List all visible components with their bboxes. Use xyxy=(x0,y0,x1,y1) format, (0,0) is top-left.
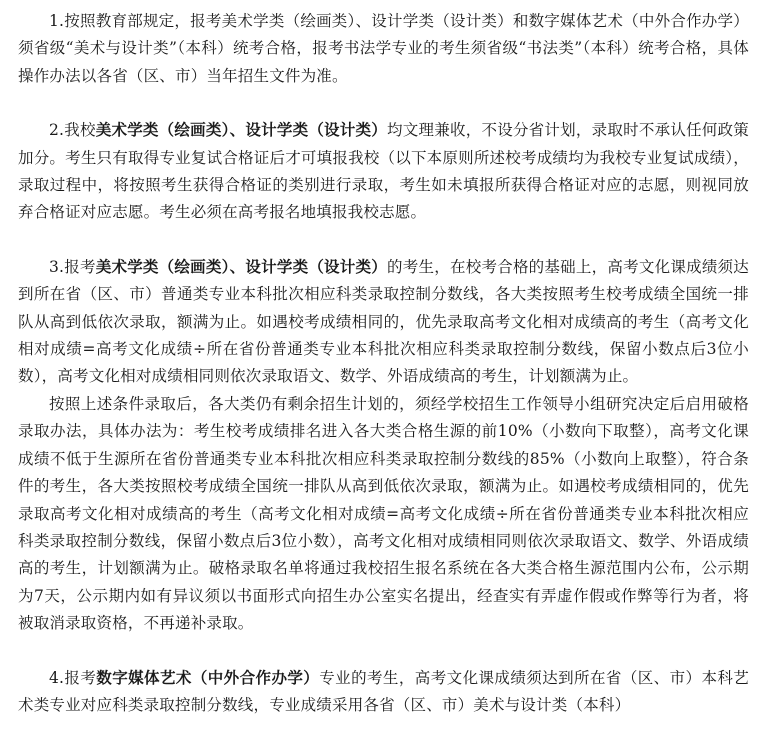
paragraph-1-text: 1.按照教育部规定，报考美术学类（绘画类）、设计学类（设计类）和数字媒体艺术（中外合作办学）须省级“美术与设计类”（本科）统考合格，报考书法学专业的考生须省级“书法类”（本科）统考合格，具体操作办法以各省（区、市）当年招生文件为准。 xyxy=(18,12,749,85)
paragraph-3-lead: 3.报考 xyxy=(49,257,96,276)
paragraph-gap xyxy=(18,227,749,253)
paragraph-4-body: 专业的考生，高考文化课成绩须达到所在省（区、市）本科艺术类专业对应科类录取控制分数线，专业成绩采用各省（区、市）美术与设计类（本科） xyxy=(18,668,749,714)
paragraph-2-bold-majors: 美术学类（绘画类）、设计学类（设计类） xyxy=(95,120,388,140)
paragraph-3-continued xyxy=(18,391,749,638)
paragraph-2 xyxy=(18,116,749,227)
paragraph-1 xyxy=(18,8,749,90)
paragraph-gap xyxy=(18,638,749,664)
paragraph-gap xyxy=(18,90,749,116)
paragraph-2-body: 均文理兼收，不设分省计划，录取时不承认任何政策加分。考生只有取得专业复试合格证后才可填报我校（以下本原则所述校考成绩均为我校专业复试成绩），录取过程中，将按照考生获得合格证的类别进行录取，考生如未填报所获得合格证对应的志愿，则视同放弃合格证对应志愿。考生必须在高考报名地填报我校志愿。 xyxy=(18,121,750,222)
paragraph-3 xyxy=(18,253,749,391)
paragraph-3-bold-majors: 美术学类（绘画类）、设计学类（设计类） xyxy=(95,256,388,276)
paragraph-4-lead: 4.报考 xyxy=(49,668,97,687)
paragraph-3-continued-text: 按照上述条件录取后，各大类仍有剩余招生计划的，须经学校招生工作领导小组研究决定后启用破格录取办法，具体办法为：考生校考成绩排名进入各大类合格生源的前10%（小数向下取整），高考文化课成绩不低于生源所在省份普通类专业本科批次相应科类录取控制分数线的85%（小数向上取整），符合条件的考生，各大类按照校考成绩全国统一排队从高到低依次录取，额满为止。如遇校考成绩相同的，优先录取高考文化相对成绩高的考生（高考文化相对成绩=高考文化成绩÷所在省份普通类专业本科批次相应科类录取控制分数线，保留小数点后3位小数），高考文化相对成绩相同则依次录取语文、数学、外语成绩高的考生，计划额满为止。破格录取名单将通过我校招生报名系统在各大类合格生源范围内公布，公示期为7天，公示期内如有异议须以书面形式向招生办公室实名提出，经查实有弄虚作假或作弊等行为者，将被取消录取资格，不再递补录取。 xyxy=(18,394,749,633)
paragraph-3-body: 的考生，在校考合格的基础上，高考文化课成绩须达到所在省（区、市）普通类专业本科批次相应科类录取控制分数线，各大类按照考生校考成绩全国统一排队从高到低依次录取，额满为止。如遇校考成绩相同的，优先录取高考文化相对成绩高的考生（高考文化相对成绩=高考文化成绩÷所在省份普通类专业本科批次相应科类录取控制分数线，保留小数点后3位小数），高考文化相对成绩相同则依次录取语文、数学、外语成绩高的考生，计划额满为止。 xyxy=(18,257,750,386)
paragraph-4 xyxy=(18,664,749,720)
paragraph-2-lead: 2.我校 xyxy=(49,121,96,140)
paragraph-4-bold-major: 数字媒体艺术（中外合作办学） xyxy=(96,667,320,687)
